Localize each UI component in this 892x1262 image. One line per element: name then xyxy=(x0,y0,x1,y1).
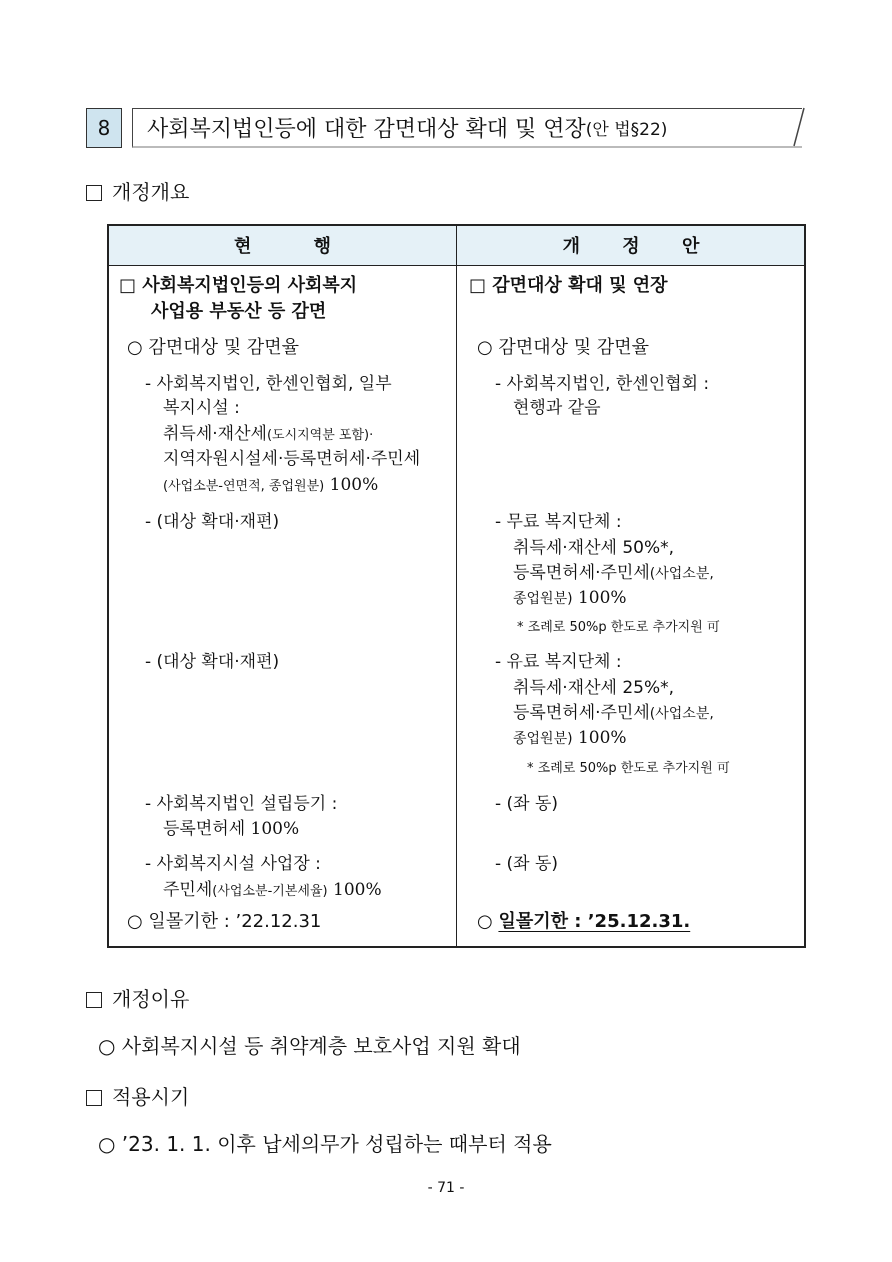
proposed-item2-note: * 조례로 50%p 한도로 추가지원 可 xyxy=(517,620,720,635)
current-item5-line1: - 사회복지시설 사업장 : xyxy=(145,854,321,874)
comparison-table xyxy=(107,224,806,948)
checkbox-square-icon xyxy=(86,1090,102,1106)
current-item1-line4: 지역자원시설세·등록면허세·주민세 xyxy=(163,449,421,469)
proposed-item3-line4: 종업원분) 100% xyxy=(513,728,627,748)
proposed-deadline: ○ 일몰기한 : ’25.12.31. xyxy=(477,911,691,932)
current-item1-line1: - 사회복지법인, 한센인협회, 일부 xyxy=(145,374,392,394)
proposed-item2-line1: - 무료 복지단체 : xyxy=(495,512,622,532)
reason-heading: 개정이유 xyxy=(86,983,189,1012)
section-number-badge xyxy=(86,108,122,148)
current-item5-line2: 주민세(사업소분-기본세율) 100% xyxy=(163,880,382,900)
current-heading-1: □ 사회복지법인등의 사회복지 xyxy=(119,275,358,296)
checkbox-square-icon xyxy=(86,185,102,201)
section-number: 8 xyxy=(97,116,111,140)
current-item1-line3: 취득세·재산세(도시지역분 포함)· xyxy=(163,424,374,444)
proposed-item2-line3: 등록면허세·주민세(사업소분, xyxy=(513,563,714,583)
current-item1-line2: 복지시설 : xyxy=(163,398,240,418)
checkbox-square-icon xyxy=(86,992,102,1008)
apply-text: ○ ’23. 1. 1. 이후 납세의무가 성립하는 때부터 적용 xyxy=(98,1132,552,1156)
proposed-sub-heading: ○ 감면대상 및 감면율 xyxy=(477,337,649,358)
proposed-item2-line4: 종업원분) 100% xyxy=(513,588,627,608)
overview-heading: 개정개요 xyxy=(86,176,189,205)
header-proposed: 개 정 안 xyxy=(562,236,718,257)
proposed-item1-line2: 현행과 같음 xyxy=(513,398,601,418)
current-item2: - (대상 확대·재편) xyxy=(145,512,280,532)
section-title xyxy=(132,108,802,148)
column-divider xyxy=(456,226,457,946)
current-item4-line1: - 사회복지법인 설립등기 : xyxy=(145,794,338,814)
current-deadline: ○ 일몰기한 : ’22.12.31 xyxy=(127,911,322,932)
current-item1-line5: (사업소분-연면적, 종업원분) 100% xyxy=(163,475,379,495)
proposed-item3-line2: 취득세·재산세 25%*, xyxy=(513,678,675,698)
section-title-main: 사회복지법인등에 대한 감면대상 확대 및 연장 xyxy=(147,117,586,142)
apply-heading: 적용시기 xyxy=(86,1081,189,1110)
title-slash-decoration xyxy=(790,106,806,150)
current-heading-2: 사업용 부동산 등 감면 xyxy=(151,301,327,322)
current-item3: - (대상 확대·재편) xyxy=(145,652,280,672)
header-current: 현 행 xyxy=(233,236,360,257)
current-item4-line2: 등록면허세 100% xyxy=(163,819,300,839)
proposed-item4: - (좌 동) xyxy=(495,794,559,814)
current-sub-heading: ○ 감면대상 및 감면율 xyxy=(127,337,299,358)
reason-text: ○ 사회복지시설 등 취약계층 보호사업 지원 확대 xyxy=(98,1034,521,1058)
proposed-item5: - (좌 동) xyxy=(495,854,559,874)
proposed-item3-note: * 조례로 50%p 한도로 추가지원 可 xyxy=(527,761,730,776)
proposed-item1-line1: - 사회복지법인, 한센인협회 : xyxy=(495,374,710,394)
section-title-ref: (안 법§22) xyxy=(585,120,668,140)
proposed-heading: □ 감면대상 확대 및 연장 xyxy=(469,275,668,296)
proposed-item2-line2: 취득세·재산세 50%*, xyxy=(513,538,675,558)
page-number: - 71 - xyxy=(427,1180,465,1196)
proposed-item3-line3: 등록면허세·주민세(사업소분, xyxy=(513,703,714,723)
proposed-item3-line1: - 유료 복지단체 : xyxy=(495,652,622,672)
